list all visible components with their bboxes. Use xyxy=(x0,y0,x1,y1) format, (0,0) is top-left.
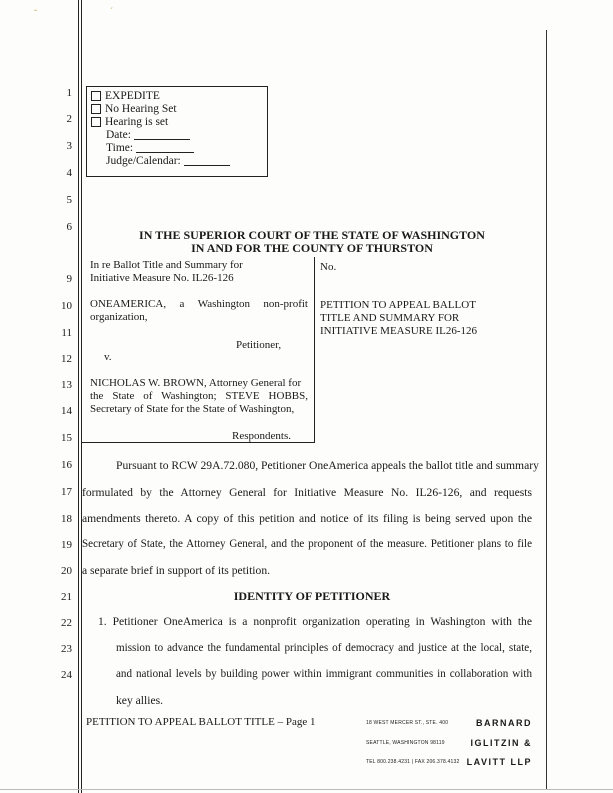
petitioner-label: Petitioner, xyxy=(236,339,282,351)
list-item-line: key allies. xyxy=(116,694,164,707)
scan-edge xyxy=(0,789,613,790)
checkbox-icon[interactable] xyxy=(91,117,101,127)
left-margin-line-inner xyxy=(81,0,82,793)
document-title-line3: INITIATIVE MEASURE IL26-126 xyxy=(320,325,478,337)
respondent-line3: Secretary of State for the State of Washington, xyxy=(90,403,295,415)
hearing-status-box xyxy=(86,86,268,177)
line-number: 13 xyxy=(61,379,72,391)
paragraph-line: Secretary of State, the Attorney General, and the proponent of the measure. Petitioner plans to file xyxy=(82,538,532,550)
list-item-line: 1. Petitioner OneAmerica is a nonprofit organization operating in Washington with the xyxy=(98,615,532,628)
respondents-label: Respondents. xyxy=(232,430,291,442)
respondent-line1: NICHOLAS W. BROWN, Attorney General for xyxy=(90,377,302,389)
in-re-line1: In re Ballot Title and Summary for xyxy=(90,259,243,271)
line-number: 19 xyxy=(61,539,72,551)
respondent-line2: the State of Washington; STEVE HOBBS, xyxy=(90,390,308,402)
scan-mark: ˇ xyxy=(34,8,37,18)
scan-mark: ˊ xyxy=(110,6,113,16)
line-number: 6 xyxy=(66,221,72,233)
paragraph-line: Pursuant to RCW 29A.72.080, Petitioner OneAmerica appeals the ballot title and summary xyxy=(116,459,539,472)
time-blank[interactable] xyxy=(136,142,194,153)
line-number: 5 xyxy=(66,194,72,206)
date-blank[interactable] xyxy=(134,129,190,140)
petitioner-name-line: ONEAMERICA, a Washington non-profit xyxy=(90,298,308,310)
case-number-label: No. xyxy=(320,261,337,273)
judge-blank[interactable] xyxy=(184,155,230,166)
caption-divider xyxy=(314,257,315,443)
right-margin-line xyxy=(546,30,547,790)
section-heading: IDENTITY OF PETITIONER xyxy=(233,589,391,603)
line-number: 1 xyxy=(66,87,72,99)
firm-block-row2: SEATTLE, WASHINGTON 98119 IGLITZIN & xyxy=(366,737,532,748)
court-heading-line2: IN AND FOR THE COUNTY OF THURSTON xyxy=(191,241,433,255)
time-field: Time: xyxy=(91,141,230,154)
left-margin-line xyxy=(78,0,79,793)
petitioner-desc-line2: organization, xyxy=(90,311,148,323)
line-number: 23 xyxy=(61,643,72,655)
line-number: 17 xyxy=(61,486,72,498)
checkbox-icon[interactable] xyxy=(91,91,101,101)
date-field: Date: xyxy=(91,128,230,141)
list-item-line: mission to advance the fundamental principles of democracy and justice at the local, state, xyxy=(116,642,532,654)
line-number: 2 xyxy=(66,113,72,125)
line-number: 20 xyxy=(61,565,72,577)
line-number: 12 xyxy=(61,353,72,365)
line-number: 4 xyxy=(66,167,72,179)
hearing-set-checkbox[interactable]: Hearing is set xyxy=(91,115,230,128)
paragraph-line: formulated by the Attorney General for Initiative Measure No. IL26-126, and requests xyxy=(82,486,532,499)
line-number: 14 xyxy=(61,405,72,417)
line-number: 3 xyxy=(66,140,72,152)
line-number: 18 xyxy=(61,513,72,525)
document-title-line2: TITLE AND SUMMARY FOR xyxy=(320,312,460,324)
line-number: 21 xyxy=(61,591,72,603)
line-number: 11 xyxy=(61,327,72,339)
paragraph-line: amendments thereto. A copy of this petition and notice of its filing is being served upon the xyxy=(82,512,532,525)
versus: v. xyxy=(104,351,112,363)
line-number: 10 xyxy=(61,300,72,312)
firm-block-row3: TEL 800.238.4231 | FAX 206.378.4132 LAVITT LLP xyxy=(366,756,532,767)
firm-block-row1: 18 WEST MERCER ST., STE. 400 BARNARD xyxy=(366,717,532,728)
line-number: 9 xyxy=(66,273,72,285)
court-heading-line1: IN THE SUPERIOR COURT OF THE STATE OF WASHINGTON xyxy=(139,228,485,242)
no-hearing-checkbox[interactable]: No Hearing Set xyxy=(91,102,230,115)
document-title-line1: PETITION TO APPEAL BALLOT xyxy=(320,299,476,311)
line-number: 16 xyxy=(61,459,72,471)
footer-page-label: PETITION TO APPEAL BALLOT TITLE – Page 1 xyxy=(86,716,316,728)
list-item-line: and national levels by building power within immigrant communities in collaboration with xyxy=(116,668,532,680)
judge-field: Judge/Calendar: xyxy=(91,154,230,167)
checkbox-icon[interactable] xyxy=(91,104,101,114)
line-number: 24 xyxy=(61,669,72,681)
line-number: 15 xyxy=(61,432,72,444)
expedite-checkbox[interactable]: EXPEDITE xyxy=(91,89,230,102)
paragraph-line: a separate brief in support of its petition. xyxy=(82,564,271,577)
in-re-line2: Initiative Measure No. IL26-126 xyxy=(90,272,234,284)
caption-bottom-rule xyxy=(82,442,314,443)
line-number: 22 xyxy=(61,617,72,629)
